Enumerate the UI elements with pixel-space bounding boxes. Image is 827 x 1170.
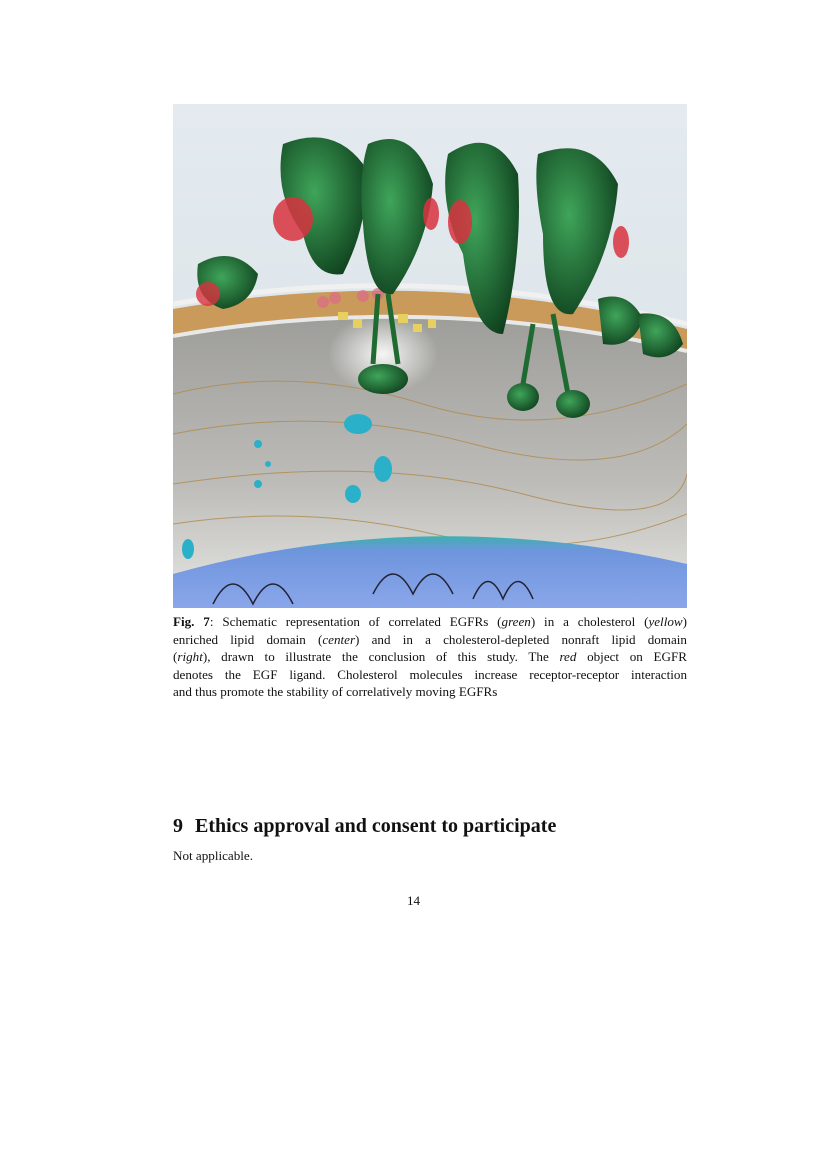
caption-text: right: [177, 649, 203, 665]
section-body: Not applicable.: [173, 848, 253, 863]
section-heading: [173, 815, 556, 838]
caption-text: and thus promote the stability of correlatively moving EGFRs: [173, 684, 498, 700]
caption-text: green: [501, 614, 531, 629]
caption-text: red: [559, 649, 577, 665]
caption-text: ), drawn to illustrate the conclusion of this study. The: [202, 649, 560, 665]
caption-line: [173, 666, 687, 684]
section-number: 9: [173, 815, 183, 837]
figure-7-illustration: [173, 104, 687, 608]
caption-line: [173, 648, 687, 666]
caption-text: object on EGFR: [576, 649, 687, 665]
caption-text: enriched lipid domain (: [173, 631, 323, 647]
caption-line: [173, 631, 687, 649]
section-title: Ethics approval and consent to participate: [195, 815, 557, 837]
caption-text: ) in a cholesterol (: [530, 614, 649, 629]
caption-line: [173, 683, 687, 701]
caption-line: [173, 613, 687, 631]
egfr-membrane-illustration: [173, 104, 687, 608]
caption-text: ): [682, 614, 687, 629]
caption-text: center: [322, 631, 356, 647]
page-number: 14: [406, 893, 421, 908]
figure-caption: [173, 613, 687, 701]
caption-text: yellow: [648, 614, 683, 629]
caption-text: ) and in a cholesterol-depleted nonraft lipid domain: [355, 631, 687, 647]
caption-text: (: [173, 649, 178, 665]
figure-label: Fig. 7: [173, 614, 210, 629]
caption-text: : Schematic representation of correlated EGFRs (: [209, 614, 502, 629]
caption-text: denotes the EGF ligand. Cholesterol molecules increase receptor-receptor interaction: [173, 666, 687, 682]
